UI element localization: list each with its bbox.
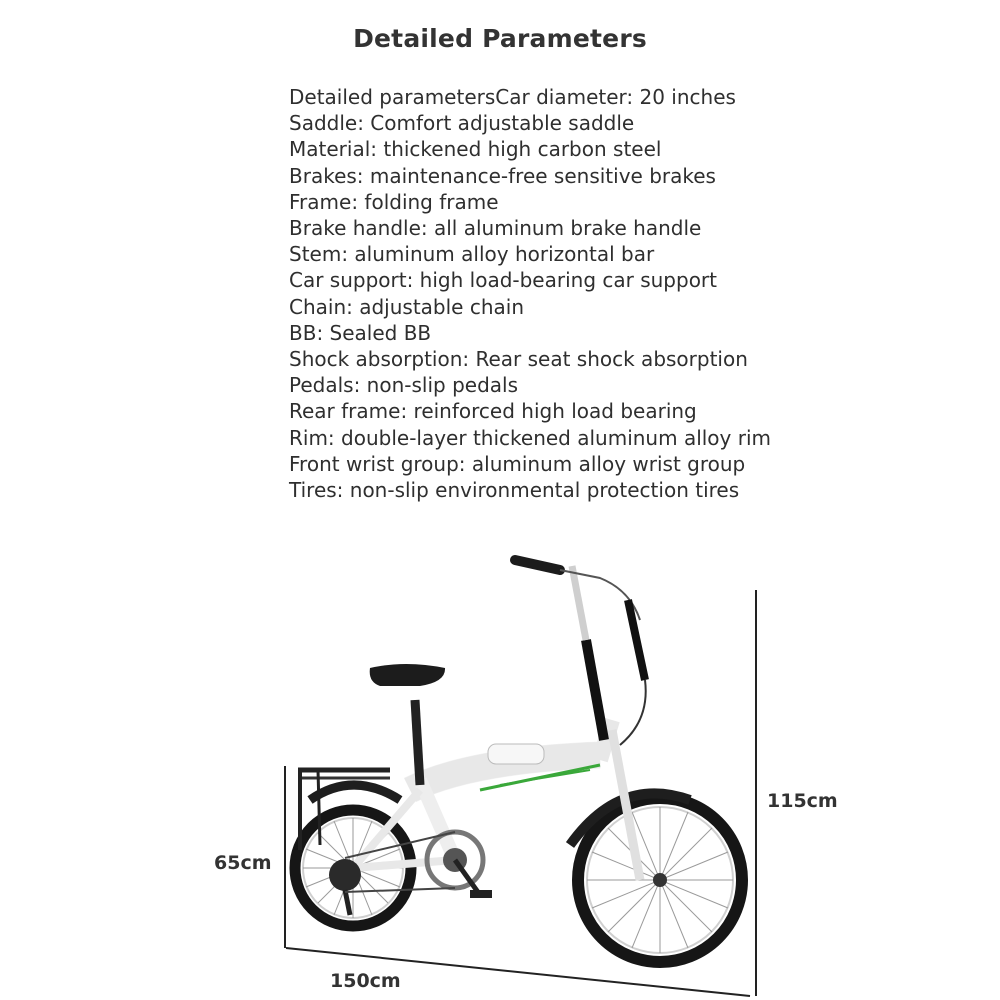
param-material: Material: thickened high carbon steel <box>289 137 662 162</box>
param-frame: Frame: folding frame <box>289 189 499 214</box>
param-shock-absorption: Shock absorption: Rear seat shock absorption <box>289 347 748 372</box>
length-dimension-label: 150cm <box>330 970 401 992</box>
param-brake-handle: Brake handle: all aluminum brake handle <box>289 216 702 241</box>
page-title: Detailed Parameters <box>353 24 647 53</box>
handlebar-stem <box>515 560 646 745</box>
param-pedals: Pedals: non-slip pedals <box>289 373 518 398</box>
seat-height-dimension-label: 65cm <box>214 852 272 874</box>
param-front-wrist-group: Front wrist group: aluminum alloy wrist group <box>289 451 746 476</box>
param-bb: BB: Sealed BB <box>289 320 432 345</box>
param-tires: Tires: non-slip environmental protection tires <box>289 478 740 503</box>
front-wheel <box>578 798 742 962</box>
param-car-support: Car support: high load-bearing car support <box>289 268 717 293</box>
param-wheel-diameter: Detailed parametersCar diameter: 20 inches <box>289 85 736 109</box>
param-rim: Rim: double-layer thickened aluminum alloy rim <box>289 425 772 450</box>
water-bottle <box>488 744 544 764</box>
param-stem: Stem: aluminum alloy horizontal bar <box>289 242 655 267</box>
param-saddle: Saddle: Comfort adjustable saddle <box>289 111 635 136</box>
param-brakes: Brakes: maintenance-free sensitive brakes <box>289 163 716 188</box>
param-chain: Chain: adjustable chain <box>289 294 524 319</box>
saddle <box>370 664 445 686</box>
height-dimension-label: 115cm <box>767 790 838 812</box>
param-rear-frame: Rear frame: reinforced high load bearing <box>289 399 697 424</box>
